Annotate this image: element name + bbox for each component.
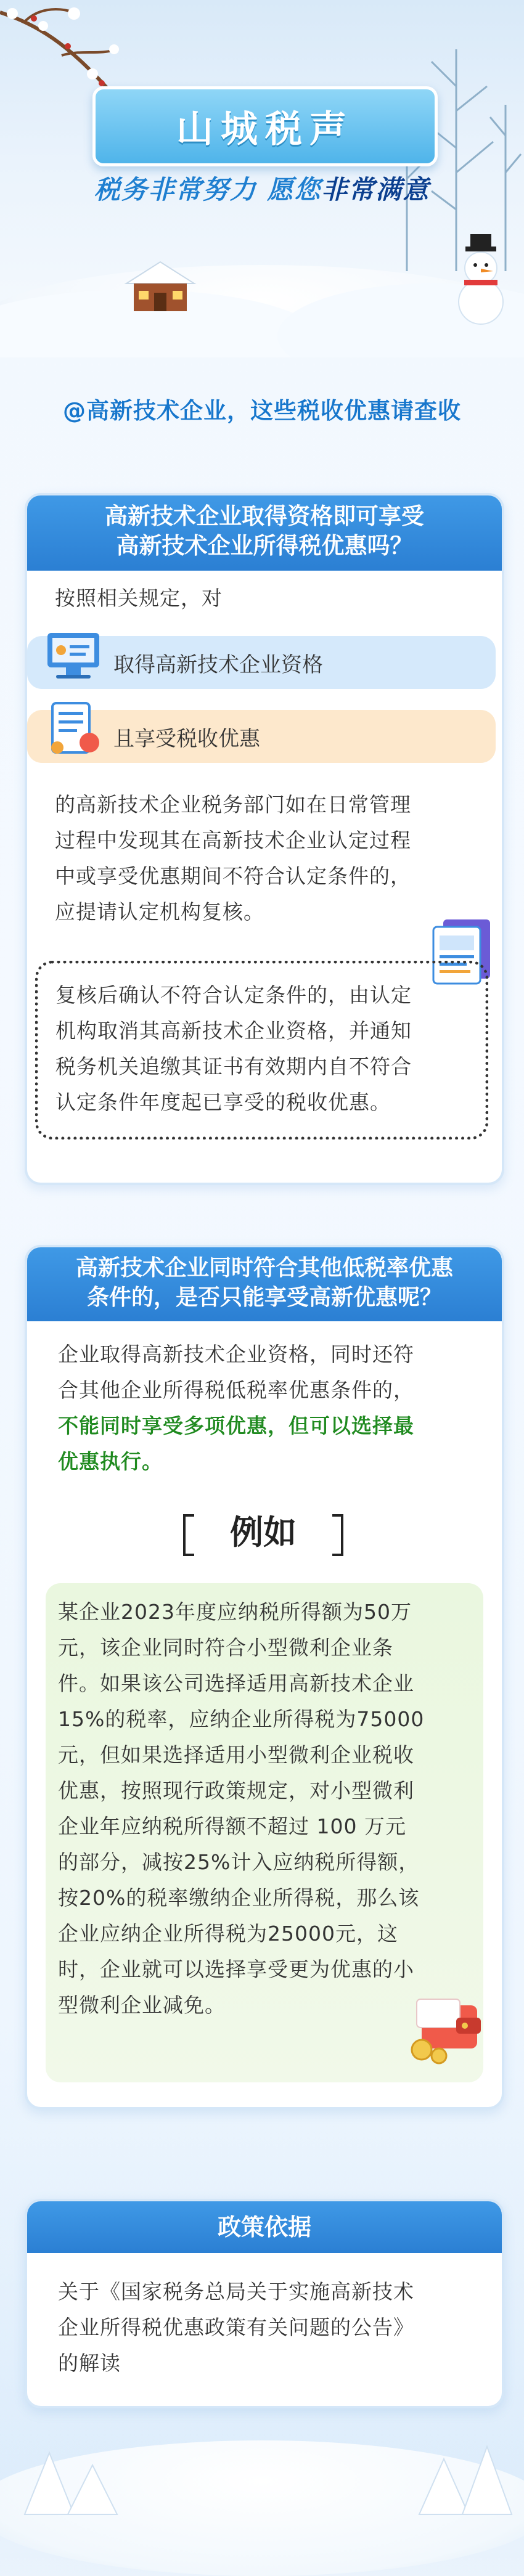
example-label: 例如 bbox=[230, 1513, 297, 1552]
slogan-part1: 税务非常努力 愿您 bbox=[94, 174, 322, 205]
qualification-pill-label: 取得高新技术企业资格 bbox=[113, 652, 323, 677]
review-notice-line: 复核后确认不符合认定条件的，由认定 bbox=[55, 983, 412, 1007]
document-icon bbox=[36, 696, 110, 764]
section2-heading bbox=[27, 1247, 502, 1321]
section2-paragraph-line: 合其他企业所得税低税率优惠条件的， bbox=[58, 1378, 414, 1402]
slogan-emphasis: 非常满意 bbox=[321, 174, 430, 205]
review-notice-line: 认定条件年度起已享受的税收优惠。 bbox=[55, 1090, 391, 1114]
slogan bbox=[0, 169, 524, 206]
review-notice-line: 机构取消其高新技术企业资格，并通知 bbox=[55, 1019, 412, 1043]
policy-basis-line: 关于《国家税务总局关于实施高新技术 bbox=[58, 2280, 414, 2304]
example-line: 的部分，减按25%计入应纳税所得额， bbox=[58, 1850, 420, 1874]
example-line: 元，该企业同时符合小型微利企业条 bbox=[58, 1636, 393, 1660]
policy-basis-line: 的解读 bbox=[58, 2351, 121, 2375]
section1-heading-line1: 高新技术企业取得资格即可享受 bbox=[105, 503, 424, 529]
example-line: 按20%的税率缴纳企业所得税，那么该 bbox=[58, 1886, 420, 1910]
example-line: 元，但如果选择适用小型微利企业税收 bbox=[58, 1743, 414, 1767]
wallet-icon bbox=[403, 1981, 496, 2073]
section1-card bbox=[25, 493, 504, 1185]
example-line: 企业应纳企业所得税为25000元，这 bbox=[58, 1922, 398, 1946]
tax-benefit-pill-label: 且享受税收优惠 bbox=[113, 726, 260, 751]
section1-intro: 按照相关规定，对 bbox=[55, 586, 223, 610]
snowy-trees-footer bbox=[0, 2434, 524, 2516]
snowman-illustration bbox=[447, 234, 515, 327]
section2-paragraph-line: 企业取得高新技术企业资格，同时还符 bbox=[58, 1342, 414, 1366]
section1-heading-line2: 高新技术企业所得税优惠吗？ bbox=[116, 532, 413, 559]
example-line: 时，企业就可以选择享受更为优惠的小 bbox=[58, 1957, 414, 1981]
example-line: 企业年应纳税所得额不超过 100 万元 bbox=[58, 1814, 406, 1838]
section2-paragraph bbox=[58, 1337, 477, 1480]
policy-basis-text bbox=[58, 2274, 477, 2381]
review-notice-line: 税务机关追缴其证书有效期内自不符合 bbox=[55, 1054, 412, 1078]
example-line: 优惠，按照现行政策规定，对小型微利 bbox=[58, 1779, 414, 1803]
section2-emphasis-line: 优惠执行。 bbox=[58, 1449, 163, 1473]
section2-heading-line1: 高新技术企业同时符合其他低税率优惠 bbox=[75, 1255, 453, 1281]
section1-paragraph bbox=[55, 787, 486, 930]
computer-icon bbox=[36, 622, 110, 690]
example-line: 15%的税率，应纳企业所得税为75000 bbox=[58, 1707, 425, 1731]
hero-banner bbox=[0, 0, 524, 357]
example-line: 某企业2023年度应纳税所得额为50万 bbox=[58, 1600, 412, 1624]
section2-emphasis-line: 不能同时享受多项优惠，但可以选择最 bbox=[58, 1414, 414, 1438]
section1-paragraph-line: 应提请认定机构复核。 bbox=[55, 900, 264, 924]
section2-heading-line2: 条件的，是否只能享受高新优惠呢？ bbox=[86, 1285, 442, 1310]
review-notice-box bbox=[35, 961, 488, 1139]
cabin-illustration bbox=[120, 259, 200, 314]
section1-paragraph-line: 的高新技术企业税务部门如在日常管理 bbox=[55, 793, 411, 817]
page-title: 山城税声 bbox=[176, 108, 354, 151]
section1-paragraph-line: 过程中发现其在高新技术企业认定过程 bbox=[55, 828, 411, 852]
policy-basis-line: 企业所得税优惠政策有关问题的公告》 bbox=[58, 2315, 414, 2339]
section2-card bbox=[25, 1245, 504, 2109]
example-line: 型微利企业减免。 bbox=[58, 1993, 226, 2017]
section3-card bbox=[25, 2199, 504, 2408]
section1-heading bbox=[27, 495, 502, 571]
example-label-frame bbox=[183, 1511, 343, 1554]
example-line: 件。如果该公司选择适用高新技术企业 bbox=[58, 1671, 414, 1695]
subheading: @高新技术企业，这些税收优惠请查收 bbox=[63, 397, 461, 424]
page-title-badge bbox=[92, 86, 438, 166]
section3-heading: 政策依据 bbox=[27, 2201, 502, 2253]
section1-paragraph-line: 中或享受优惠期间不符合认定条件的， bbox=[55, 864, 411, 888]
